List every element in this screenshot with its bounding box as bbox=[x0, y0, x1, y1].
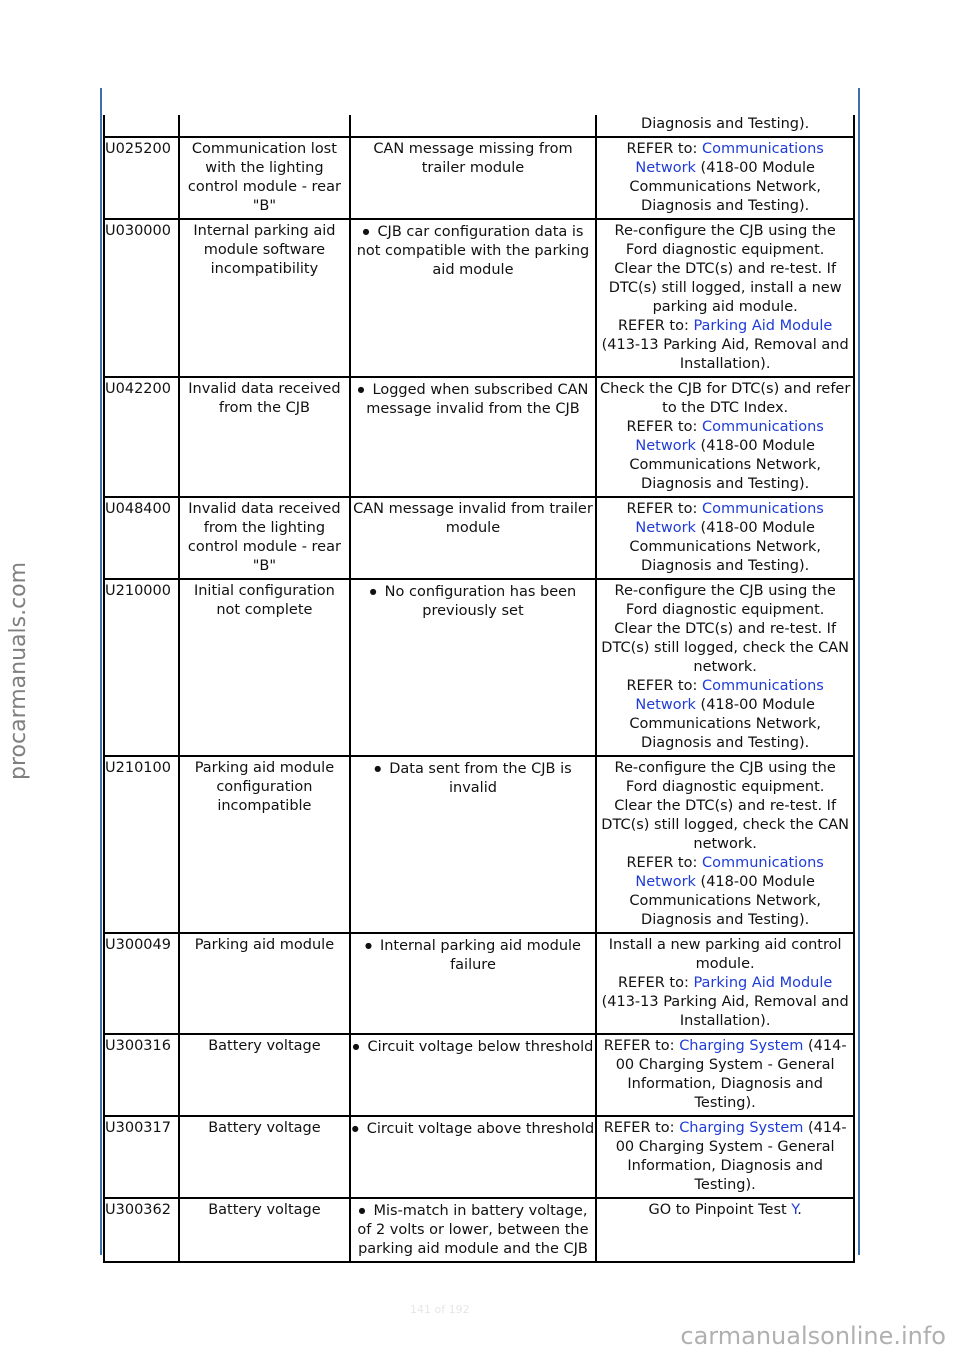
action-text: Re-configure the CJB using the Ford diagnostic equipment. bbox=[614, 583, 836, 618]
dtc-code-cell: U300049 bbox=[104, 933, 179, 1034]
dtc-code-cell: U210100 bbox=[104, 756, 179, 933]
action-text-suffix: (418-00 Module Communications Network, Diagnosis and Testing). bbox=[629, 520, 821, 574]
dtc-condition-cell bbox=[350, 579, 597, 756]
dtc-action-cell bbox=[596, 933, 854, 1034]
reference-link[interactable]: Communications Network bbox=[635, 501, 824, 536]
dtc-action-cell bbox=[596, 579, 854, 756]
reference-link[interactable]: Charging System bbox=[679, 1120, 804, 1136]
dtc-description-cell: Battery voltage bbox=[179, 1034, 349, 1116]
action-paragraph bbox=[597, 759, 853, 797]
dtc-action-cell bbox=[596, 219, 854, 377]
dtc-description-cell bbox=[179, 115, 349, 137]
action-text: Re-configure the CJB using the Ford diagnostic equipment. bbox=[614, 223, 836, 258]
reference-link[interactable]: Parking Aid Module bbox=[693, 318, 833, 334]
table-row bbox=[104, 1198, 854, 1262]
action-text: REFER to: bbox=[626, 501, 702, 517]
dtc-description-cell: Invalid data received from the lighting control module - rear "B" bbox=[179, 497, 349, 579]
reference-link[interactable]: Parking Aid Module bbox=[693, 975, 833, 991]
action-text-suffix: (414-00 Charging System - General Information, Diagnosis and Testing). bbox=[615, 1120, 847, 1193]
action-paragraph bbox=[597, 620, 853, 677]
dtc-code-cell: U210000 bbox=[104, 579, 179, 756]
dtc-description-cell: Initial configuration not complete bbox=[179, 579, 349, 756]
dtc-code-cell: U025200 bbox=[104, 137, 179, 219]
side-watermark: procarmanuals.com bbox=[6, 561, 31, 780]
dtc-description-cell: Parking aid module configuration incompatible bbox=[179, 756, 349, 933]
condition-text: ● No configuration has been previously set bbox=[370, 584, 577, 619]
action-text: Check the CJB for DTC(s) and refer to the DTC Index. bbox=[599, 381, 851, 416]
dtc-description-cell: Invalid data received from the CJB bbox=[179, 377, 349, 497]
table-row bbox=[104, 1116, 854, 1198]
dtc-description-cell: Battery voltage bbox=[179, 1116, 349, 1198]
condition-text: ● Mis-match in battery voltage, of 2 volts or lower, between the parking aid module and the CJB bbox=[357, 1203, 588, 1257]
action-paragraph bbox=[597, 582, 853, 620]
dtc-condition-cell bbox=[350, 756, 597, 933]
action-paragraph bbox=[597, 677, 853, 753]
reference-link[interactable]: Charging System bbox=[679, 1038, 804, 1054]
table-row bbox=[104, 137, 854, 219]
action-text: REFER to: bbox=[617, 975, 694, 991]
dtc-condition-cell bbox=[350, 115, 597, 137]
dtc-code-cell: U300362 bbox=[104, 1198, 179, 1262]
dtc-condition-cell bbox=[350, 1116, 597, 1198]
action-paragraph bbox=[597, 936, 853, 974]
dtc-code-cell: U048400 bbox=[104, 497, 179, 579]
action-paragraph bbox=[597, 380, 853, 418]
action-paragraph bbox=[597, 115, 853, 134]
table-row bbox=[104, 219, 854, 377]
table-row bbox=[104, 1034, 854, 1116]
action-text: REFER to: bbox=[617, 318, 694, 334]
action-paragraph bbox=[597, 1119, 853, 1195]
reference-link[interactable]: Communications Network bbox=[635, 419, 824, 454]
bottom-watermark: carmanualsonline.info bbox=[680, 1322, 946, 1350]
action-text-suffix: (414-00 Charging System - General Information, Diagnosis and Testing). bbox=[615, 1038, 847, 1111]
action-paragraph bbox=[597, 260, 853, 317]
dtc-code-cell: U300316 bbox=[104, 1034, 179, 1116]
reference-link[interactable]: Communications Network bbox=[635, 141, 824, 176]
dtc-action-cell bbox=[596, 115, 854, 137]
condition-text: ● CJB car configuration data is not compatible with the parking aid module bbox=[357, 224, 590, 278]
dtc-action-cell bbox=[596, 497, 854, 579]
condition-text: ● Circuit voltage above threshold bbox=[352, 1121, 594, 1137]
action-paragraph bbox=[597, 797, 853, 854]
action-text-suffix: (413-13 Parking Aid, Removal and Installation). bbox=[601, 994, 849, 1029]
action-text: Clear the DTC(s) and re-test. If DTC(s) still logged, check the CAN network. bbox=[601, 621, 849, 675]
action-paragraph bbox=[597, 974, 853, 1031]
action-paragraph bbox=[597, 418, 853, 494]
action-text: Install a new parking aid control module. bbox=[608, 937, 842, 972]
page-number: 141 of 192 bbox=[410, 1303, 470, 1316]
action-text: REFER to: bbox=[603, 1120, 680, 1136]
action-text: REFER to: bbox=[603, 1038, 680, 1054]
dtc-action-cell bbox=[596, 377, 854, 497]
table-row bbox=[104, 115, 854, 137]
dtc-table bbox=[103, 115, 855, 1263]
dtc-code-cell: U300317 bbox=[104, 1116, 179, 1198]
table-row bbox=[104, 756, 854, 933]
reference-link[interactable]: Communications Network bbox=[635, 855, 824, 890]
table-row bbox=[104, 579, 854, 756]
left-margin-rule bbox=[100, 88, 102, 1255]
action-text-suffix: (418-00 Module Communications Network, Diagnosis and Testing). bbox=[629, 697, 821, 751]
action-paragraph bbox=[597, 1201, 853, 1220]
dtc-code-cell bbox=[104, 115, 179, 137]
dtc-condition-cell bbox=[350, 377, 597, 497]
dtc-code-cell: U030000 bbox=[104, 219, 179, 377]
action-text-suffix: (413-13 Parking Aid, Removal and Installation). bbox=[601, 337, 849, 372]
action-text-suffix: (418-00 Module Communications Network, Diagnosis and Testing). bbox=[629, 438, 821, 492]
reference-link[interactable]: Communications Network bbox=[635, 678, 824, 713]
action-text: REFER to: bbox=[626, 855, 702, 871]
action-paragraph bbox=[597, 222, 853, 260]
dtc-condition-cell bbox=[350, 1198, 597, 1262]
action-paragraph bbox=[597, 854, 853, 930]
dtc-description-cell: Parking aid module bbox=[179, 933, 349, 1034]
condition-text: ● Data sent from the CJB is invalid bbox=[374, 761, 571, 796]
dtc-condition-cell bbox=[350, 497, 597, 579]
dtc-description-cell: Internal parking aid module software incompatibility bbox=[179, 219, 349, 377]
table-row bbox=[104, 377, 854, 497]
dtc-condition-cell bbox=[350, 933, 597, 1034]
table-row bbox=[104, 497, 854, 579]
right-margin-rule bbox=[858, 88, 860, 1255]
action-text: Clear the DTC(s) and re-test. If DTC(s) still logged, install a new parking aid module. bbox=[608, 261, 842, 315]
action-text-suffix: (418-00 Module Communications Network, Diagnosis and Testing). bbox=[629, 160, 821, 214]
condition-text: CAN message invalid from trailer module bbox=[353, 501, 593, 536]
action-text: REFER to: bbox=[626, 419, 702, 435]
action-text: REFER to: bbox=[626, 678, 702, 694]
action-paragraph bbox=[597, 317, 853, 374]
dtc-action-cell bbox=[596, 1198, 854, 1262]
dtc-action-cell bbox=[596, 1116, 854, 1198]
action-text: Re-configure the CJB using the Ford diagnostic equipment. bbox=[614, 760, 836, 795]
action-text-suffix: . bbox=[797, 1202, 802, 1218]
action-text: Diagnosis and Testing). bbox=[641, 116, 810, 132]
action-text: GO to Pinpoint Test bbox=[648, 1202, 792, 1218]
condition-text: ● Circuit voltage below threshold bbox=[353, 1039, 594, 1055]
action-text: Clear the DTC(s) and re-test. If DTC(s) still logged, check the CAN network. bbox=[601, 798, 849, 852]
condition-text: ● Logged when subscribed CAN message invalid from the CJB bbox=[358, 382, 589, 417]
dtc-description-cell: Battery voltage bbox=[179, 1198, 349, 1262]
dtc-condition-cell bbox=[350, 1034, 597, 1116]
dtc-action-cell bbox=[596, 1034, 854, 1116]
condition-text: CAN message missing from trailer module bbox=[373, 141, 573, 176]
action-text-suffix: (418-00 Module Communications Network, Diagnosis and Testing). bbox=[629, 874, 821, 928]
dtc-action-cell bbox=[596, 756, 854, 933]
action-text: REFER to: bbox=[626, 141, 702, 157]
dtc-code-cell: U042200 bbox=[104, 377, 179, 497]
reference-link[interactable]: Y bbox=[791, 1202, 798, 1218]
table-row bbox=[104, 933, 854, 1034]
condition-text: ● Internal parking aid module failure bbox=[365, 938, 581, 973]
dtc-condition-cell bbox=[350, 219, 597, 377]
dtc-condition-cell bbox=[350, 137, 597, 219]
action-paragraph bbox=[597, 1037, 853, 1113]
action-paragraph bbox=[597, 140, 853, 216]
dtc-action-cell bbox=[596, 137, 854, 219]
dtc-description-cell: Communication lost with the lighting control module - rear "B" bbox=[179, 137, 349, 219]
action-paragraph bbox=[597, 500, 853, 576]
